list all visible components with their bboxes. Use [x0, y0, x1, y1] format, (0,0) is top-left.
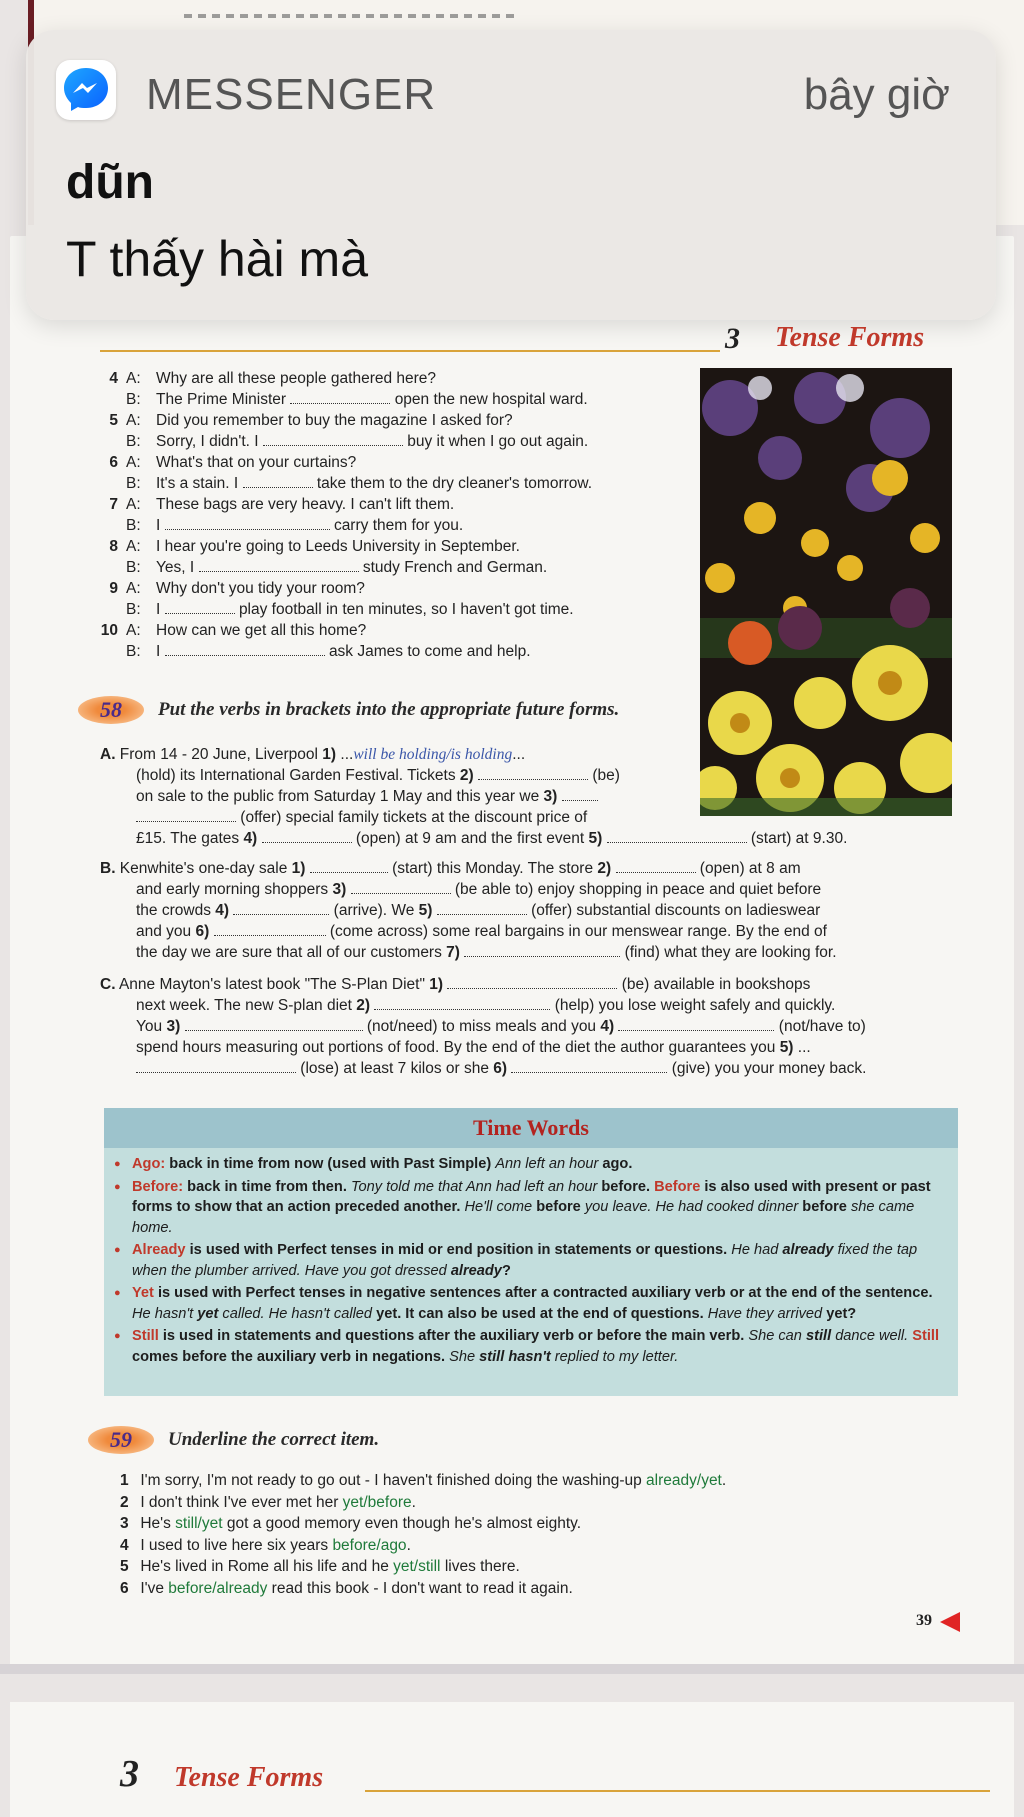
- answer-blank[interactable]: [618, 1017, 774, 1031]
- item-number: 8: [109, 538, 118, 555]
- item-number: 5: [120, 1558, 129, 1575]
- paragraph-label: A.: [100, 746, 116, 763]
- rule-before: ● Before: back in time from then. Tony told me that Ann had left an hour before. Before is also used with present or past forms to show that an action preceded another. He'll come before you leave. He had cooked dinner before she came home.: [132, 1177, 948, 1239]
- dialogue-b: [100, 557, 700, 578]
- item-number: 4: [120, 1536, 129, 1554]
- dialogue-a: [100, 620, 700, 641]
- dialogue-b: [100, 515, 700, 536]
- line-a: How can we get all this home?: [156, 622, 367, 639]
- answer-blank[interactable]: [290, 390, 390, 404]
- answer-blank[interactable]: [185, 1017, 363, 1031]
- line-b-end: ask James to come and help.: [328, 643, 531, 660]
- item-text-end: lives there.: [444, 1558, 520, 1575]
- item-text: I've: [140, 1579, 164, 1597]
- answer-blank[interactable]: [437, 901, 527, 915]
- list-item: [120, 1470, 726, 1492]
- line-b-start: Yes, I: [156, 559, 195, 576]
- notification-sender: dũn: [66, 156, 154, 209]
- line-b-start: I: [156, 517, 161, 534]
- line-a: I hear you're going to Leeds University in September.: [156, 538, 520, 555]
- answer-blank[interactable]: [199, 558, 359, 572]
- answer-blank[interactable]: [233, 901, 329, 915]
- item-text-end: got a good memory even though he's almost eighty.: [226, 1515, 582, 1532]
- answer-blank[interactable]: [447, 975, 617, 989]
- item-number: 7: [109, 496, 118, 513]
- item-text: He's lived in Rome all his life and he: [140, 1558, 389, 1575]
- item-number: 1: [120, 1472, 129, 1489]
- time-words-box: [104, 1108, 958, 1396]
- notification-time: bây giờ: [803, 70, 950, 119]
- line-a: Why don't you tidy your room?: [156, 580, 365, 597]
- line-b-end: study French and German.: [362, 559, 548, 576]
- item-number: 10: [100, 622, 118, 639]
- speaker-b: B:: [126, 601, 141, 618]
- dialogue-a: [100, 452, 700, 473]
- exercise-58-paragraph-a-end: £15. The gates 4) (open) at 9 am and the first event 5) (start) at 9.30.: [136, 830, 848, 847]
- exercise-number-badge: 58: [78, 696, 144, 724]
- list-item: [120, 1513, 726, 1535]
- unit-title: Tense Forms: [775, 322, 925, 353]
- item-options[interactable]: yet/before: [342, 1493, 412, 1511]
- item-number: 3: [120, 1515, 129, 1532]
- flowers-photo: [700, 368, 952, 816]
- exercise-number-badge: 59: [88, 1426, 154, 1454]
- answer-blank[interactable]: [262, 829, 352, 843]
- next-unit-number: 3: [120, 1753, 139, 1795]
- messenger-icon: [56, 60, 116, 120]
- answer-blank[interactable]: [616, 859, 696, 873]
- item-number: 2: [120, 1493, 129, 1511]
- dialogue-a: [100, 368, 700, 389]
- notification-app-name: MESSENGER: [146, 70, 437, 119]
- exercise-instruction: Put the verbs in brackets into the appropriate future forms.: [158, 699, 620, 720]
- line-b-end: buy it when I go out again.: [407, 433, 589, 450]
- time-words-title: Time Words: [104, 1108, 958, 1148]
- page-number: 39: [916, 1612, 932, 1629]
- line-a: What's that on your curtains?: [156, 454, 357, 471]
- answer-blank[interactable]: [214, 922, 326, 936]
- header-rule: [100, 350, 720, 352]
- dialogue-a: [100, 536, 700, 557]
- line-b-end: take them to the dry cleaner's tomorrow.: [316, 475, 593, 492]
- line-b-start: Sorry, I didn't. I: [156, 433, 259, 450]
- rule-still: ● Still is used in statements and questions after the auxiliary verb or before the main verb. She can still dance well. Still comes before the auxiliary verb in negations. She still hasn't replied to my letter.: [132, 1326, 948, 1367]
- answer-blank[interactable]: [607, 829, 747, 843]
- rule-yet: ● Yet is used with Perfect tenses in negative sentences after a contracted auxiliary verb or at the end of the sentence. He hasn't yet called. He hasn't called yet. It can also be used at the end of questions. Have they arrived yet?: [132, 1283, 948, 1324]
- unit-header: [100, 322, 960, 355]
- item-text-end: .: [411, 1493, 416, 1511]
- item-options[interactable]: before/ago: [332, 1536, 407, 1554]
- line-a: These bags are very heavy. I can't lift them.: [156, 496, 455, 513]
- speaker-b: B:: [126, 391, 141, 408]
- speaker-a: A:: [126, 370, 141, 387]
- next-page: [10, 1702, 1014, 1817]
- list-item: [120, 1492, 726, 1514]
- unit-number: 3: [725, 322, 740, 355]
- dialogue-b: [100, 389, 700, 410]
- previous-page-text: [184, 14, 514, 18]
- exercise-59-heading: [88, 1426, 379, 1454]
- dialogue-a: [100, 410, 700, 431]
- dialogue-b: [100, 431, 700, 452]
- line-b-start: I: [156, 601, 161, 618]
- item-text: I used to live here six years: [140, 1536, 329, 1554]
- answer-blank[interactable]: [310, 859, 388, 873]
- speaker-a: A:: [126, 538, 141, 555]
- item-options[interactable]: yet/still: [393, 1558, 441, 1575]
- answer-blank[interactable]: [165, 642, 325, 656]
- dialogue-b: [100, 473, 700, 494]
- answer-blank[interactable]: [243, 474, 313, 488]
- dialogue-exercise: [100, 368, 700, 662]
- exercise-58-paragraph-c: C. Anne Mayton's latest book "The S-Plan Diet" 1) (be) available in bookshops next week. The new S-plan diet 2) (help) you lose weight safely and quickly. You 3) (not/need) to miss meals and you 4) (not/have to) spend hours measuring out portions of food. By the end of the diet the author guarantees you 5) ... (lose) at least 7 kilos or she 6) (give) you your money back.: [100, 976, 867, 1077]
- paragraph-label: B.: [100, 860, 116, 877]
- speaker-a: A:: [126, 622, 141, 639]
- answer-blank[interactable]: [464, 943, 620, 957]
- paragraph-label: C.: [100, 976, 116, 993]
- speaker-a: A:: [126, 580, 141, 597]
- exercise-instruction: Underline the correct item.: [168, 1429, 380, 1450]
- next-header-rule: [365, 1790, 990, 1792]
- speaker-a: A:: [126, 412, 141, 429]
- answer-blank[interactable]: [351, 880, 451, 894]
- speaker-b: B:: [126, 475, 141, 492]
- answer-blank[interactable]: [165, 600, 235, 614]
- handwritten-answer: will be holding/is holding: [353, 746, 513, 763]
- notification-message: T thấy hài mà: [66, 231, 369, 287]
- line-a: Did you remember to buy the magazine I asked for?: [156, 412, 513, 429]
- item-text-end: read this book - I don't want to read it again.: [271, 1579, 573, 1597]
- line-b-end: carry them for you.: [333, 517, 464, 534]
- answer-blank[interactable]: [165, 516, 330, 530]
- item-text: I'm sorry, I'm not ready to go out - I haven't finished doing the washing-up: [140, 1472, 642, 1489]
- speaker-a: A:: [126, 454, 141, 471]
- item-number: 6: [109, 454, 118, 471]
- answer-blank[interactable]: [136, 1059, 296, 1073]
- item-number: 6: [120, 1579, 129, 1597]
- item-text: I don't think I've ever met her: [140, 1493, 339, 1511]
- answer-blank[interactable]: [511, 1059, 667, 1073]
- item-options[interactable]: already/yet: [646, 1472, 722, 1489]
- speaker-b: B:: [126, 433, 141, 450]
- item-options[interactable]: before/already: [168, 1579, 268, 1597]
- page-arrow-icon: [940, 1612, 960, 1632]
- answer-blank[interactable]: [478, 766, 588, 780]
- answer-blank[interactable]: [562, 787, 598, 801]
- item-text-end: .: [406, 1536, 411, 1554]
- line-b-start: The Prime Minister: [156, 391, 287, 408]
- line-b-end: open the new hospital ward.: [394, 391, 588, 408]
- exercise-58-paragraph-b: B. Kenwhite's one-day sale 1) (start) this Monday. The store 2) (open) at 8 am and early morning shoppers 3) (be able to) enjoy shopping in peace and quiet before the crowds 4) (arrive). We 5) (offer) substantial discounts on ladieswear and you 6) (come across) some real bargains in our menswear range. By the end of the day we are sure that all of our customers 7) (find) what they are looking for.: [100, 860, 837, 961]
- item-number: 4: [109, 370, 118, 387]
- line-b-end: play football in ten minutes, so I haven't got time.: [238, 601, 574, 618]
- rule-already: ● Already is used with Perfect tenses in mid or end position in statements or questions. He had already fixed the tap when the plumber arrived. Have you got dressed already?: [132, 1240, 948, 1281]
- line-a: Why are all these people gathered here?: [156, 370, 437, 387]
- item-options[interactable]: still/yet: [175, 1515, 223, 1532]
- list-item: [120, 1535, 726, 1557]
- messenger-notification[interactable]: [26, 30, 996, 320]
- item-number: 9: [109, 580, 118, 597]
- answer-blank[interactable]: [136, 808, 236, 822]
- exercise-59-items: [120, 1470, 726, 1599]
- list-item: [120, 1556, 726, 1578]
- speaker-b: B:: [126, 643, 141, 660]
- dialogue-b: [100, 641, 700, 662]
- line-b-start: I: [156, 643, 161, 660]
- speaker-b: B:: [126, 559, 141, 576]
- item-number: 5: [109, 412, 118, 429]
- list-item: [120, 1578, 726, 1600]
- exercise-58-heading: [78, 696, 619, 724]
- dialogue-b: [100, 599, 700, 620]
- exercise-58-paragraph-a: A. From 14 - 20 June, Liverpool 1) ...will be holding/is holding... (hold) its International Garden Festival. Tickets 2) (be) on sale to the public from Saturday 1 May and this year we 3) (offer) special family tickets at the discount price of: [100, 746, 620, 826]
- speaker-a: A:: [126, 496, 141, 513]
- next-unit-title: Tense Forms: [174, 1762, 324, 1793]
- speaker-b: B:: [126, 517, 141, 534]
- answer-blank[interactable]: [263, 432, 403, 446]
- line-b-start: It's a stain. I: [156, 475, 239, 492]
- item-text: He's: [140, 1515, 171, 1532]
- dialogue-a: [100, 494, 700, 515]
- page-gap: [0, 1664, 1024, 1674]
- dialogue-a: [100, 578, 700, 599]
- answer-blank[interactable]: [374, 996, 550, 1010]
- rule-ago: ● Ago: back in time from now (used with Past Simple) Ann left an hour ago.: [132, 1154, 948, 1175]
- item-text-end: .: [721, 1472, 727, 1489]
- time-words-list: [104, 1148, 958, 1367]
